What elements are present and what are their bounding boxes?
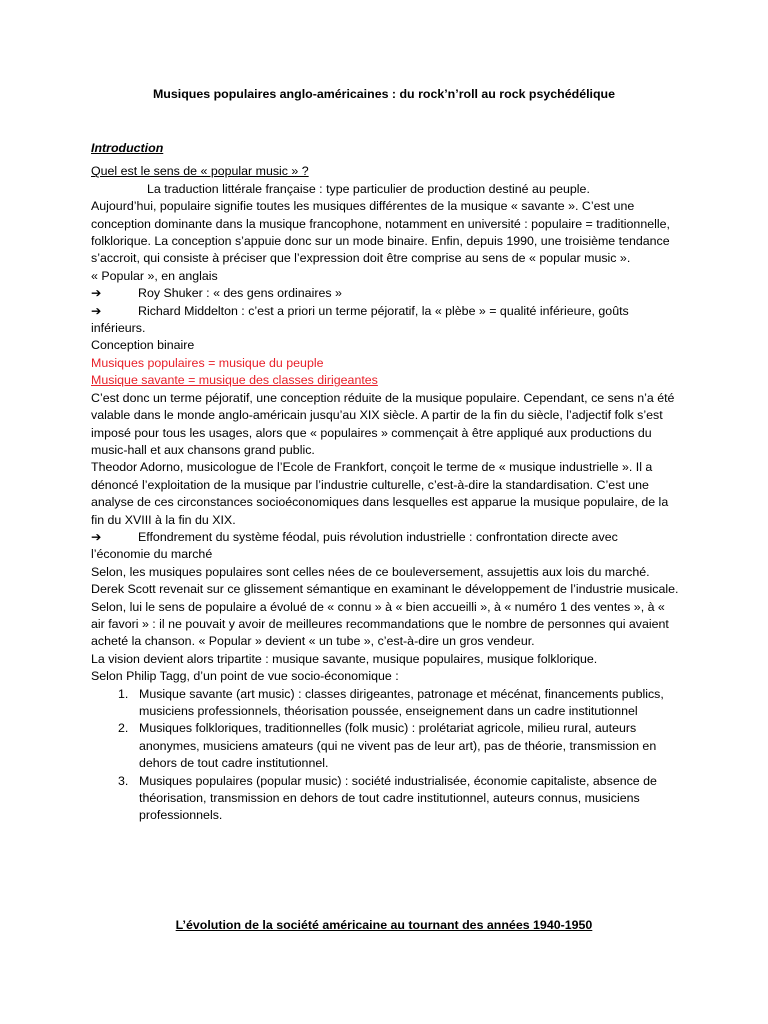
document-title: Musiques populaires anglo-américaines : du rock’n’roll au rock psychédélique: [152, 87, 616, 101]
list-item-text: Musiques folkloriques, traditionnelles (folk music) : prolétariat agricole, milieu rural, auteurs anonymes, musiciens amateurs (qui ne vivent pas de leur art), pas de théorie, transmission en dehors de tout cadre institutionnel.: [139, 721, 657, 771]
arrow-icon: ➔: [91, 303, 102, 318]
list-number: 2.: [118, 721, 129, 736]
paragraph: Derek Scott revenait sur ce glissement sémantique en examinant le développement de l’industrie musicale. Selon, lui le sens de populaire a évolué de « connu » à « bien accueilli », à « numéro 1 des ventes », à « air favori » : il ne pouvait y avoir de meilleures recommandations que le nombre de personnes qui avaient acheté la chanson. « Popular » devient « un tube », c’est-à-dire un gros vendeur.: [91, 582, 679, 649]
list-item-text: Musique savante (art music) : classes dirigeantes, patronage et mécénat, financements publics, musiciens professionnels, théorisation poussée, enseignement dans un cadre institutionnel: [139, 686, 664, 718]
arrow-item: [91, 303, 679, 338]
list-item: [91, 686, 679, 721]
list-item-text: Musiques populaires (popular music) : société industrialisée, économie capitaliste, absence de théorisation, transmission en dehors de tout cadre institutionnel, auteurs connus, musiciens professionnels.: [139, 773, 657, 823]
arrow-item-text: Roy Shuker : « des gens ordinaires »: [138, 286, 342, 301]
list-number: 3.: [118, 773, 129, 788]
paragraph: Aujourd’hui, populaire signifie toutes les musiques différentes de la musique « savante ». C’est une conception dominante dans la musique francophone, notamment en université : populaire = traditionnelle, folklorique. La conception s’appuie donc sur un mode binaire. Enfin, depuis 1990, une troisième tendance s’accroit, qui consiste à préciser que l’expression doit être comprise au sens de « popular music ».: [91, 199, 670, 266]
arrow-item: [91, 285, 679, 302]
introduction-heading: Introduction: [91, 141, 164, 155]
list-item: [91, 773, 679, 825]
highlight-line: Musique savante = musique des classes dirigeantes: [91, 373, 378, 388]
paragraph: La vision devient alors tripartite : musique savante, musique populaires, musique folklorique.: [91, 651, 598, 666]
numbered-list: [91, 686, 679, 825]
arrow-icon: ➔: [91, 286, 102, 301]
highlight-line: Musiques populaires = musique du peuple: [91, 355, 324, 370]
arrow-icon: ➔: [91, 529, 102, 544]
paragraph: C’est donc un terme péjoratif, une conception réduite de la musique populaire. Cependant, ce sens n’a été valable dans le monde anglo-américain jusqu’au XIX siècle. A partir de la fin du siècle, l’adjectif folk s’est imposé pour tous les usages, alors que « populaires » commençait à être appliqué aux productions du music-hall et aux chansons grand public.: [91, 390, 675, 457]
question-heading: Quel est le sens de « popular music » ?: [91, 164, 309, 179]
arrow-item-text: Richard Middelton : c’est a priori un terme péjoratif, la « plèbe » = qualité inférieure, goûts inférieurs.: [91, 303, 629, 336]
section-heading: L’évolution de la société américaine au tournant des années 1940-1950: [175, 918, 593, 932]
paragraph: La traduction littérale française : type particulier de production destiné au peuple.: [147, 181, 590, 196]
paragraph: Selon Philip Tagg, d’un point de vue socio-économique :: [91, 669, 399, 684]
arrow-item: [91, 529, 679, 564]
list-number: 1.: [118, 686, 129, 701]
list-item: [91, 720, 679, 772]
paragraph: Conception binaire: [91, 338, 195, 353]
paragraph: Selon, les musiques populaires sont celles nées de ce bouleversement, assujettis aux lois du marché.: [91, 564, 650, 579]
paragraph: « Popular », en anglais: [91, 268, 218, 283]
paragraph: Theodor Adorno, musicologue de l’Ecole de Frankfort, conçoit le terme de « musique industrielle ». Il a dénoncé l’exploitation de la musique par l’industrie culturelle, c’est-à-dire la standardisation. C’est une analyse de ces circonstances socioéconomiques dans lesquelles est apparue la musique populaire, de la fin du XVIII à la fin du XIX.: [91, 460, 669, 527]
arrow-item-text: Effondrement du système féodal, puis révolution industrielle : confrontation directe avec l’économie du marché: [91, 529, 618, 562]
document-body: [91, 140, 679, 825]
